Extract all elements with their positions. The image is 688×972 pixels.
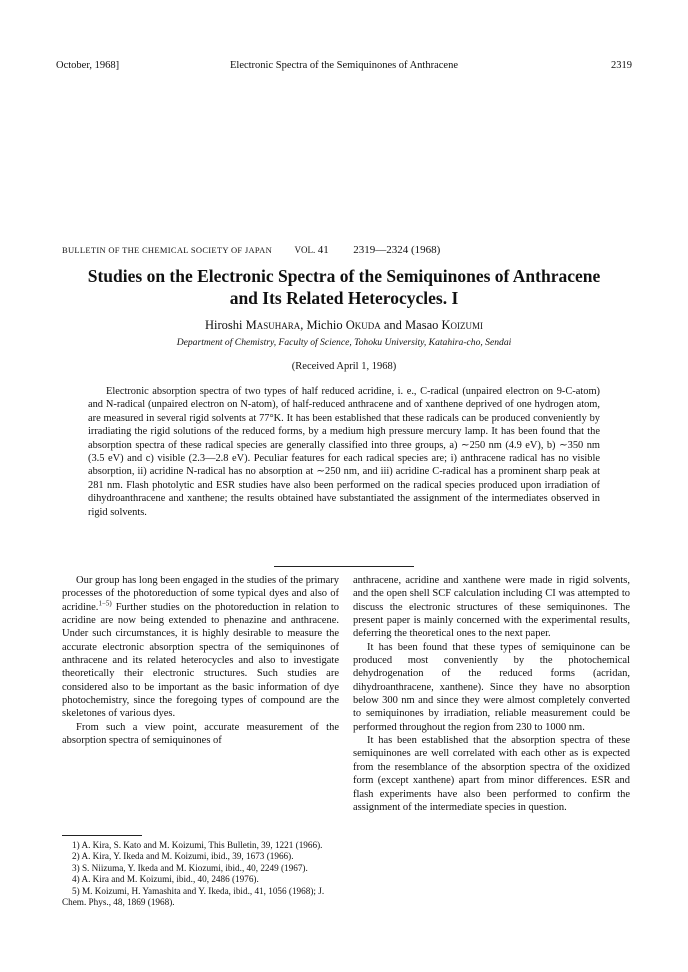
author-family: Masuhara [245, 318, 301, 332]
page-range: 2319—2324 (1968) [353, 244, 441, 256]
author-family: Okuda [345, 318, 381, 332]
journal-name: BULLETIN OF THE CHEMICAL SOCIETY OF JAPAN [62, 245, 273, 255]
author-family: Koizumi [441, 318, 484, 332]
title-line-2: and Its Related Heterocycles. I [229, 288, 459, 308]
body-paragraph: It has been established that the absorption spectra of these semiquinones are well correlated with each other as is expected from the resemblance of the absorption spectra of the oxidized form (except xanthene) apart from minor differences. ESR and flash experiments have also been performed to confirm the assignment of the intermediate species in question. [353, 735, 630, 813]
body-paragraph [62, 574, 339, 721]
running-head-title: Electronic Spectra of the Semiquinones of Anthracene [229, 60, 458, 71]
author-list [40, 318, 648, 333]
body-column-left [62, 574, 339, 747]
author-given: Hiroshi [204, 318, 243, 332]
article-title [40, 265, 648, 309]
author-separator: and [380, 318, 406, 332]
footnote-divider [62, 835, 142, 836]
running-head-date: October, 1968] [56, 60, 120, 71]
footnote: 3) S. Niizuma, Y. Ikeda and M. Kiozumi, ibid., 40, 2249 (1967). [72, 862, 308, 873]
body-paragraph: It has been found that these types of semiquinone can be produced most conveniently by the photochemical dehydrogenation of the reduced forms (acridan, dihydroanthracene, xanthene). Since they have no absorption below 300 nm and since they were almost completely converted to semiquinones by irradiation, reliable measurement could be performed throughout the region from 230 to 1000 nm. [353, 641, 630, 733]
volume-number: 41 [317, 244, 329, 256]
paragraph-text: Our group has long been engaged in the studies of the primary processes of the photoreduction of some typical dyes and also of acridine. [62, 575, 339, 613]
affiliation: Department of Chemistry, Faculty of Science, Tohoku University, Katahira-cho, Sendai [176, 337, 512, 348]
abstract: Electronic absorption spectra of two types of half reduced acridine, i. e., C-radical (unpaired electron on 9-C-atom) and N-radical (unpaired electron on N-atom), of half-reduced anthracene and of xanthene deprived of one hydrogen atom, are measured in several rigid solvents at 77°K. It has been established that these radicals can be produced conveniently by irradiating the rigid solutions of the reduced forms, by a medium high pressure mercury lamp. It has been found that the absorption spectra of these radical species are generally classified into three groups, a) ∼250 nm (4.9 eV), b) ∼350 nm (3.5 eV) and c) visible (2.3—2.8 eV). Peculiar features for each radical species are; i) anthracene radical has no visible absorption, ii) acridine N-radical has no absorption at ∼250 nm, and iii) acridine C-radical has a prominent sharp peak at 281 nm. Flash photolytic and ESR studies have also been performed on the radical species produced upon irradiation of dihydroanthracene and xanthene; the results obtained have substantiated the assignment of the intermediates observed in rigid solvents. [88, 386, 600, 518]
footnotes [62, 840, 339, 908]
citation-superscript: 1−5) [98, 599, 112, 608]
volume-label: VOL. [294, 245, 316, 255]
footnote: 4) A. Kira and M. Koizumi, ibid., 40, 2486 (1976). [72, 874, 259, 885]
body-column-right [353, 574, 630, 814]
author-separator: , [300, 318, 307, 332]
footnote: 5) M. Koizumi, H. Yamashita and Y. Ikeda, ibid., 41, 1056 (1968); J. Chem. Phys., 48, 1869 (1968). [62, 885, 325, 908]
section-divider [274, 566, 414, 567]
page-number: 2319 [611, 60, 632, 71]
received-date: (Received April 1, 1968) [291, 361, 397, 372]
author-given: Michio [306, 318, 343, 332]
footnote: 1) A. Kira, S. Kato and M. Koizumi, This Bulletin, 39, 1221 (1966). [72, 840, 323, 850]
footnote: 2) A. Kira, Y. Ikeda and M. Koizumi, ibid., 39, 1673 (1966). [72, 851, 294, 862]
paragraph-text: Further studies on the photoreduction in relation to acridine are now being extended to phenazine and anthracene. Under such circumstances, it is highly desirable to measure the accurate electronic absorption spectra of the semiquinones of anthracene and its related heterocycles and also to investigate theoretically their electronic structures. Such studies are considered also to be important as the basic information of dye photochemistry, since the foregoing types of compound are the skeletones of various dyes. [62, 601, 339, 720]
body-paragraph: From such a view point, accurate measurement of the absorption spectra of semiquinones of [62, 721, 339, 747]
body-paragraph: anthracene, acridine and xanthene were made in rigid solvents, and the open shell SCF calculation including CI was attempted to discuss the electronic structures of these semiquinones. The present paper is mainly concerned with the experimental results, deferring the theoretical ones to the next paper. [353, 575, 630, 640]
author-given: Masao [405, 318, 439, 332]
title-line-1: Studies on the Electronic Spectra of the Semiquinones of Anthracene [87, 266, 601, 286]
journal-line [62, 244, 628, 256]
running-head [56, 60, 632, 76]
